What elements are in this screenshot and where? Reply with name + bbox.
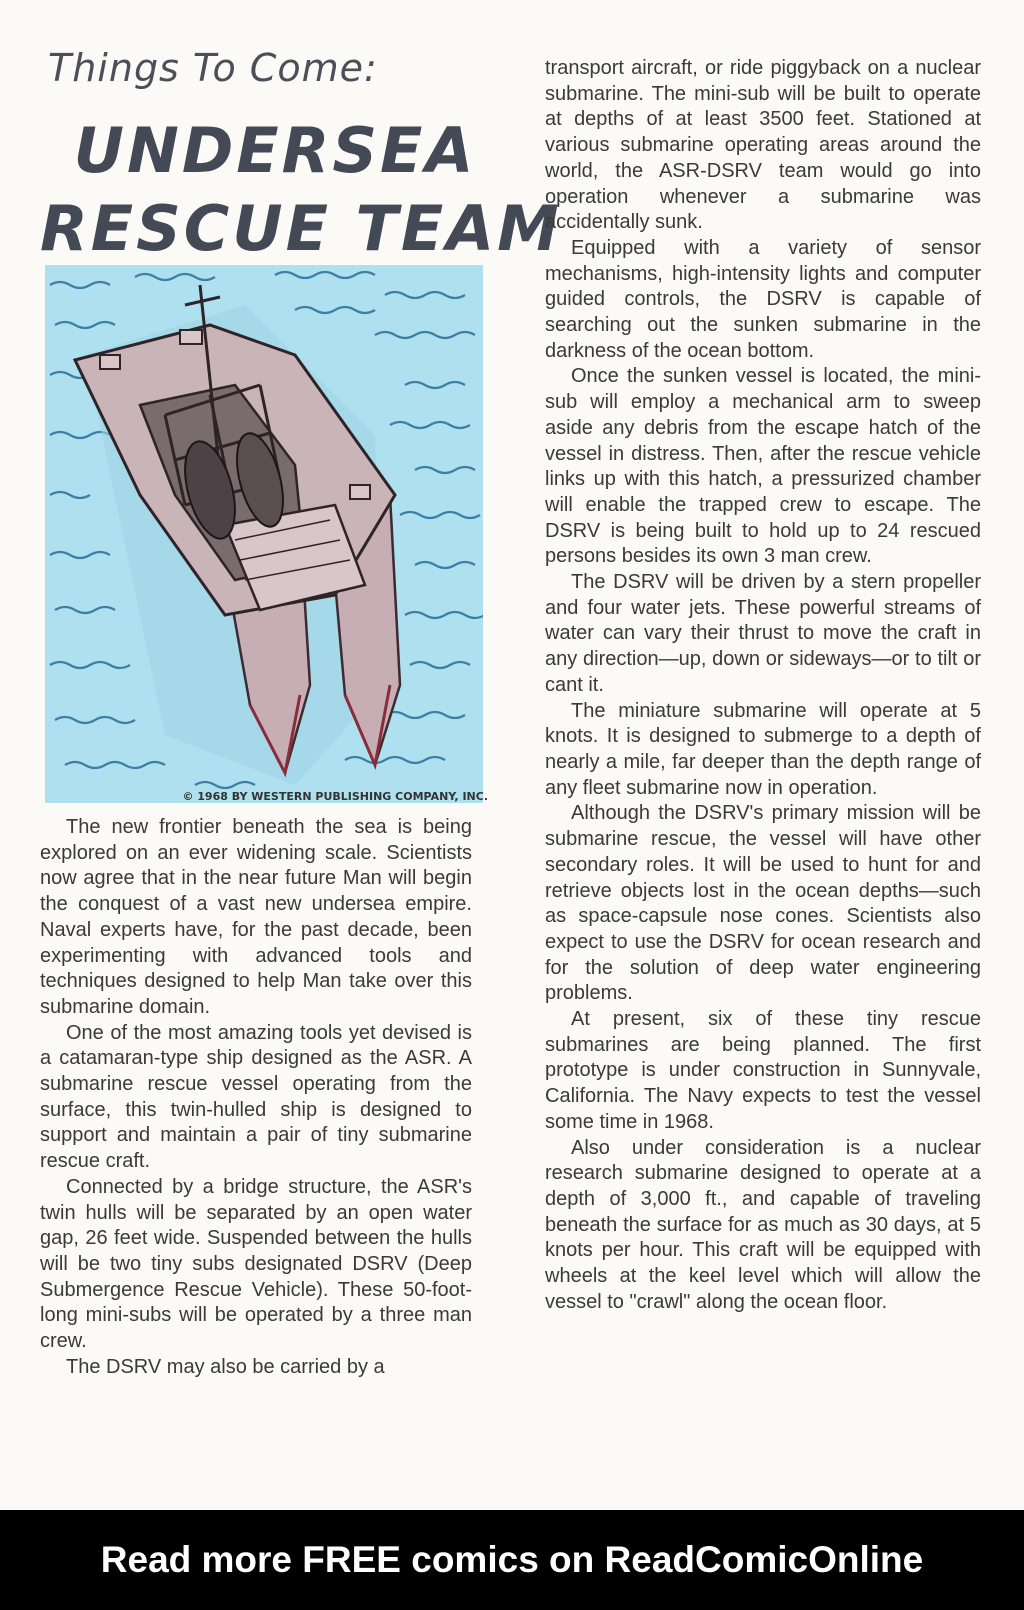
article-paragraph: At present, six of these tiny rescue submarines are being planned. The first prototype is under construction in Sunnyvale, California. The Navy expects to test the vessel some time in 1968. [545, 1008, 981, 1133]
article-paragraph: The DSRV will be driven by a stern propeller and four water jets. These powerful streams of water can vary their thrust to move the craft in any direction—up, down or sideways—or to tilt or cant it. [545, 571, 981, 696]
article-column-right [545, 56, 981, 1315]
article-paragraph: The new frontier beneath the sea is being explored on an ever widening scale. Scientists now agree that in the near future Man will begin the conquest of a vast new undersea empire. Naval experts have, for the past decade, been experimenting with advanced tools and techniques designed to help Man take over this submarine domain. [40, 816, 472, 1018]
catamaran-illustration [45, 265, 483, 803]
catamaran-ship-icon [45, 265, 483, 803]
article-paragraph: The DSRV may also be carried by a [66, 1355, 385, 1378]
copyright-notice: © 1968 BY WESTERN PUBLISHING COMPANY, INC. [182, 790, 488, 803]
promo-footer-banner[interactable] [0, 1510, 1024, 1610]
article-paragraph: Connected by a bridge structure, the ASR's twin hulls will be separated by an open water gap, 26 feet wide. Suspended between the hulls will be two tiny subs designated DSRV (Deep Submergence Rescue Vehicle). These 50-foot-long mini-subs will be operated by a three man crew. [40, 1175, 472, 1353]
article-paragraph: Although the DSRV's primary mission will be submarine rescue, the vessel will have other secondary roles. It will be used to hunt for and retrieve objects lost in the ocean depths—such as space-capsule nose cones. Scientists also expect to use the DSRV for ocean research and for the solution of deep water engineering problems. [545, 802, 981, 1005]
article-column-left [40, 815, 472, 1380]
article-paragraph-continued: transport aircraft, or ride piggyback on a nuclear submarine. The mini-sub will be built to operate at depths of at least 3500 feet. Stationed at various submarine operating areas around the world, the ASR-DSRV team would go into operation whenever a submarine was accidentally sunk. [545, 57, 981, 234]
article-paragraph: The miniature submarine will operate at 5 knots. It is designed to submerge to a depth of nearly a mile, far deeper than the depth range of any fleet submarine now in operation. [545, 699, 981, 799]
article-title-line-2: RESCUE TEAM [40, 192, 562, 265]
article-paragraph: Also under consideration is a nuclear research submarine designed to operate at a depth of 3,000 ft., and capable of traveling beneath the surface for as much as 30 days, at 5 knots per hour. This craft will be equipped with wheels at the keel level which will allow the vessel to "crawl" along the ocean floor. [545, 1136, 981, 1313]
promo-footer-text[interactable]: Read more FREE comics on ReadComicOnline [100, 1539, 924, 1580]
article-paragraph: Equipped with a variety of sensor mechanisms, high-intensity lights and computer guided controls, the DSRV is capable of searching out the sunken submarine in the darkness of the ocean bottom. [545, 236, 981, 362]
article-kicker: Things To Come: [48, 46, 378, 90]
article-title-line-1: UNDERSEA [73, 114, 477, 187]
article-paragraph: Once the sunken vessel is located, the mini-sub will employ a mechanical arm to sweep aside any debris from the escape hatch of the vessel in distress. Then, after the rescue vehicle links up with this hatch, a pressurized chamber will enable the trapped crew to escape. The DSRV is being built to hold up to 24 rescued persons besides its own 3 man crew. [545, 365, 981, 568]
article-paragraph: One of the most amazing tools yet devised is a catamaran-type ship designed as the ASR. A submarine rescue vessel operating from the surface, this twin-hulled ship is designed to support and maintain a pair of tiny submarine rescue craft. [40, 1021, 472, 1173]
